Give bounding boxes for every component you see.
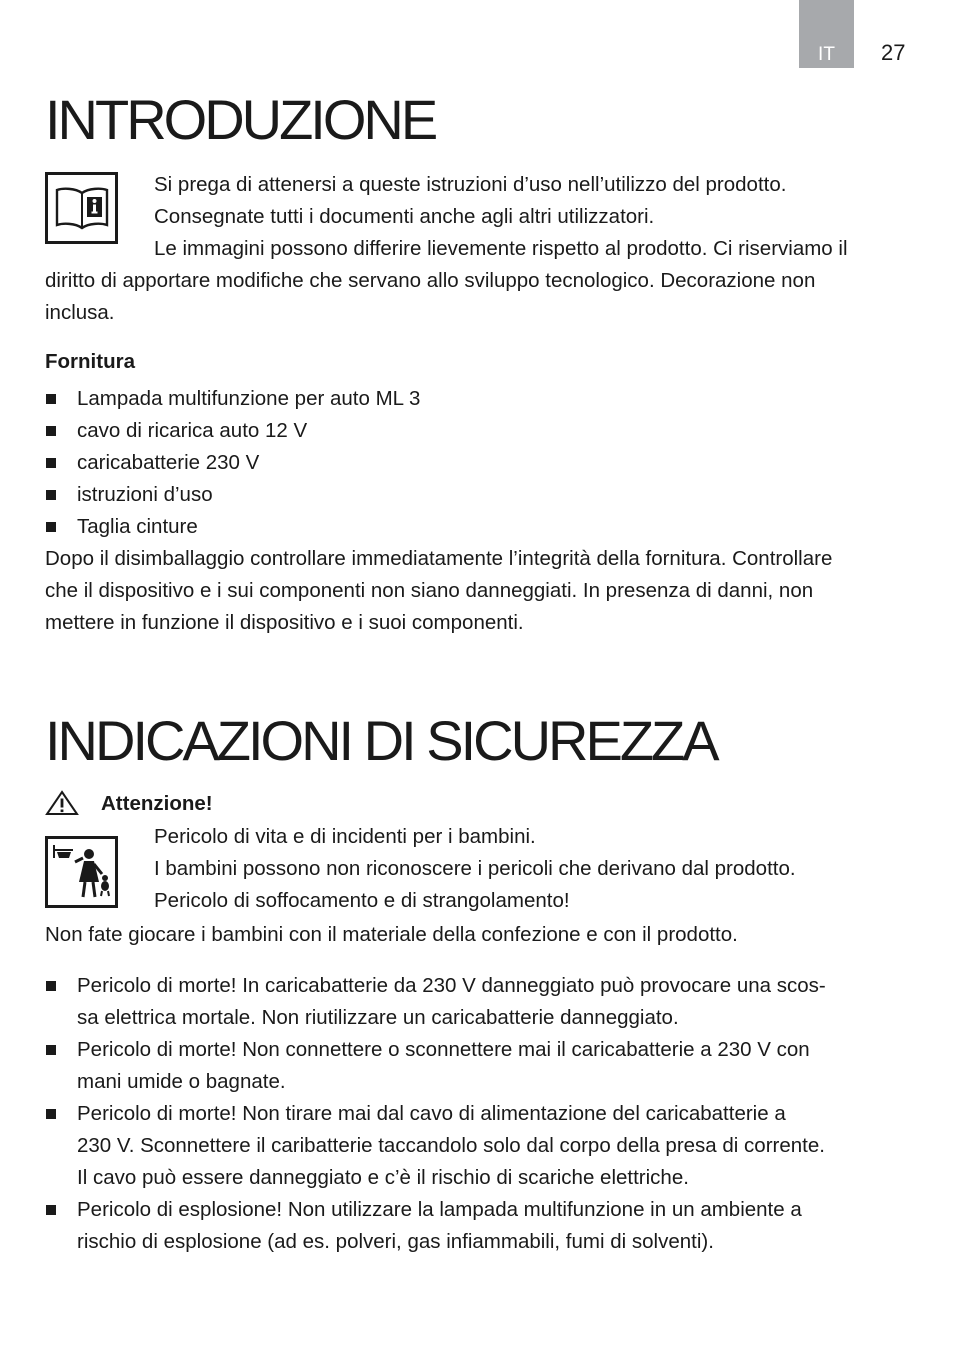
child-hazard-icon — [45, 836, 118, 908]
supply-note-line: che il dispositivo e i sui componenti non siano danneggiati. In presenza di danni, non — [45, 579, 814, 602]
list-item-line: sa elettrica mortale. Non riutilizzare un caricabatterie danneggiato. — [77, 1006, 679, 1029]
list-item: caricabatterie 230 V — [45, 447, 905, 479]
child-warning-note: Non fate giocare i bambini con il materiale della confezione e con il prodotto. — [45, 923, 738, 946]
intro-line: inclusa. — [45, 301, 115, 324]
page-number: 27 — [881, 40, 906, 65]
intro-line: diritto di apportare modifiche che servano allo sviluppo tecnologico. Decorazione non — [45, 269, 816, 292]
list-item — [45, 970, 915, 1034]
supply-note — [45, 543, 832, 639]
safety-list — [45, 970, 915, 1258]
safety-title: INDICAZIONI DI SICUREZZA — [45, 709, 717, 772]
list-item: Taglia cinture — [45, 511, 905, 543]
list-item-line: Pericolo di morte! Non connettere o sconnettere mai il caricabatterie a 230 V con — [77, 1038, 810, 1061]
child-warning-line: I bambini possono non riconoscere i pericoli che derivano dal prodotto. — [154, 857, 796, 880]
intro-title: INTRODUZIONE — [45, 88, 436, 151]
list-item — [45, 1034, 915, 1098]
child-warning-line: Pericolo di vita e di incidenti per i bambini. — [154, 825, 536, 848]
intro-line: Le immagini possono differire lievemente rispetto al prodotto. Ci riserviamo il — [154, 237, 848, 260]
supply-list — [45, 383, 905, 543]
warning-label: Attenzione! — [101, 792, 213, 815]
list-item: istruzioni d’uso — [45, 479, 905, 511]
list-item-line: Pericolo di morte! Non tirare mai dal cavo di alimentazione del caricabatterie a — [77, 1102, 786, 1125]
intro-line: Consegnate tutti i documenti anche agli altri utilizzatori. — [154, 205, 655, 228]
intro-lines — [154, 169, 848, 265]
child-warning-line: Pericolo di soffocamento e di strangolamento! — [154, 889, 570, 912]
list-item-line: rischio di esplosione (ad es. polveri, gas infiammabili, fumi di solventi). — [77, 1230, 714, 1253]
manual-info-icon — [45, 172, 118, 244]
supply-note-line: Dopo il disimballaggio controllare immediatamente l’integrità della fornitura. Controllare — [45, 547, 833, 570]
list-item-line: 230 V. Sconnettere il caribatterie taccandolo solo dal corpo della presa di corrente. — [77, 1134, 825, 1157]
list-item — [45, 1098, 915, 1194]
list-item-line: Il cavo può essere danneggiato e c’è il rischio di scariche elettriche. — [77, 1166, 689, 1189]
list-item-line: mani umide o bagnate. — [77, 1070, 286, 1093]
list-item — [45, 1194, 915, 1258]
list-item: Lampada multifunzione per auto ML 3 — [45, 383, 905, 415]
child-warning-lines — [154, 821, 796, 917]
list-item: cavo di ricarica auto 12 V — [45, 415, 905, 447]
intro-line: Si prega di attenersi a queste istruzioni d’uso nell’utilizzo del prodotto. — [154, 173, 787, 196]
intro-paragraph — [45, 265, 815, 329]
warning-triangle-icon — [45, 790, 79, 816]
supply-note-line: mettere in funzione il dispositivo e i suoi componenti. — [45, 611, 524, 634]
supply-heading: Fornitura — [45, 350, 135, 373]
list-item-line: Pericolo di morte! In caricabatterie da 230 V danneggiato può provocare una scos- — [77, 974, 826, 997]
list-item-line: Pericolo di esplosione! Non utilizzare la lampada multifunzione in un ambiente a — [77, 1198, 802, 1221]
language-tab: IT — [799, 0, 854, 68]
